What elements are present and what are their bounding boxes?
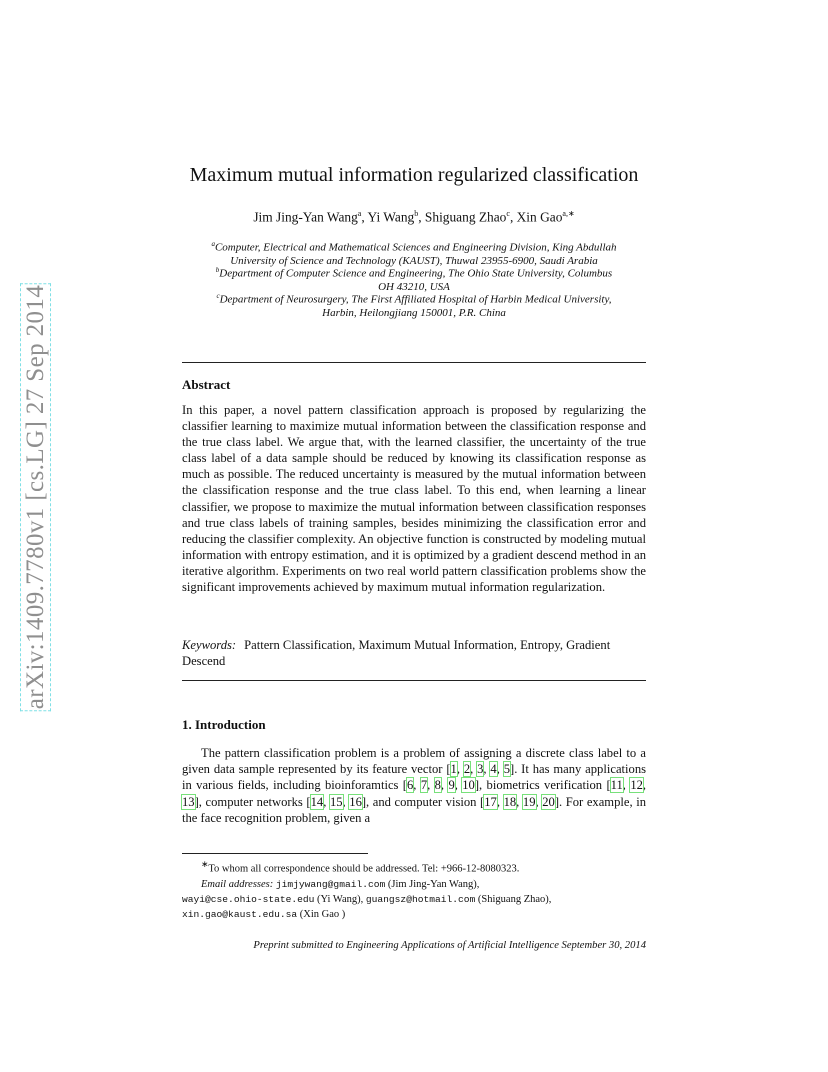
- citation-link[interactable]: 8: [434, 778, 441, 793]
- citation-link[interactable]: 11: [610, 778, 623, 793]
- email-link[interactable]: wayi@cse.ohio-state.edu: [182, 893, 315, 905]
- citation-link[interactable]: 16: [349, 794, 362, 809]
- preprint-note: Preprint submitted to Engineering Applications of Artificial Intelligence September 30, 2014: [253, 940, 646, 951]
- author-name: Jim Jing-Yan Wang: [253, 209, 358, 225]
- email-link[interactable]: xin.gao@kaust.edu.sa: [182, 908, 298, 920]
- paper-title: Maximum mutual information regularized classification: [189, 164, 639, 186]
- author-name: Shiguang Zhao: [424, 209, 507, 225]
- footnote-correspondence: To whom all correspondence should be addressed. Tel: +966-12-8080323.: [208, 863, 520, 875]
- keywords-label: Keywords:: [182, 638, 237, 652]
- citation-link[interactable]: 7: [420, 778, 428, 793]
- affiliation-line: Harbin, Heilongjiang 150001, P.R. China: [322, 306, 506, 319]
- author-name: Xin Gao: [516, 209, 563, 225]
- author-affiliation-mark: a: [357, 209, 362, 218]
- citation-link[interactable]: 20: [542, 794, 555, 809]
- citation-link[interactable]: 4: [490, 762, 497, 777]
- citation-link[interactable]: 5: [503, 762, 510, 777]
- affiliation-mark: b: [215, 266, 220, 274]
- citation-link[interactable]: 12: [630, 778, 643, 793]
- email-link[interactable]: guangsz@hotmail.com: [365, 893, 476, 905]
- citation-link[interactable]: 13: [182, 794, 195, 809]
- arxiv-stamp: [20, 262, 52, 732]
- abstract-bottom-rule: [182, 680, 646, 681]
- citation-link[interactable]: 17: [484, 794, 497, 809]
- affiliation-mark: c: [216, 292, 220, 300]
- citation-link[interactable]: 1: [450, 762, 457, 777]
- citation-link[interactable]: 10: [462, 778, 475, 793]
- author-separator: ,: [418, 209, 425, 225]
- citation-link[interactable]: 3: [477, 762, 484, 777]
- affiliation-line: Department of Neurosurgery, The First Affiliated Hospital of Harbin Medical University,: [219, 293, 612, 306]
- footnote: [182, 857, 646, 922]
- email-owner: (Yi Wang),: [317, 893, 364, 905]
- citation-link[interactable]: 2: [463, 762, 471, 777]
- body-text: ], and computer vision [: [361, 794, 485, 809]
- body-text: ], biometrics verification [: [474, 778, 611, 793]
- email-owner: (Xin Gao ): [299, 908, 346, 920]
- keywords-list: Pattern Classification, Maximum Mutual Information, Entropy, Gradient Descend: [182, 638, 611, 668]
- keywords: [182, 637, 646, 669]
- corresponding-author-mark[interactable]: a,∗: [562, 209, 575, 218]
- author-affiliation-mark: b: [414, 209, 419, 218]
- affiliation-c: [182, 290, 646, 320]
- author-separator: ,: [361, 209, 368, 225]
- affiliation-line: Computer, Electrical and Mathematical Sciences and Engineering Division, King Abdullah: [214, 241, 617, 254]
- citation-link[interactable]: 14: [310, 794, 324, 809]
- email-owner: (Jim Jing-Yan Wang),: [387, 878, 480, 890]
- body-text: ], computer networks [: [194, 794, 311, 809]
- footnote-mark: ∗: [201, 859, 209, 869]
- abstract-text: In this paper, a novel pattern classification approach is proposed by regularizing the classifier learning to maximize mutual information between the classification response and the true class label. We argue that, with the learned classifier, the uncertainty of the true class label of a data sample should be reduced by knowing its classification response as much as possible. The reduced uncertainty is measured by the mutual information between the classification response and the true class label. To this end, when learning a linear classifier, we propose to maximize the mutual information between classification responses and true class labels of training samples, besides minimizing the classification error and reducing the classifier complexity. An objective function is constructed by modeling mutual information with entropy estimation, and it is optimized by a gradient descend method in an iterative algorithm. Experiments on two real world pattern classification problems show the significant improvements achieved by maximum mutual information regularization.: [182, 403, 646, 595]
- author-separator: ,: [509, 209, 517, 225]
- affiliation-mark: a: [211, 240, 215, 248]
- affiliation-line: OH 43210, USA: [378, 280, 450, 293]
- author-name: Yi Wang: [367, 209, 415, 225]
- affiliation-line: Department of Computer Science and Engineering, The Ohio State University, Columbus: [219, 267, 613, 280]
- body-text: ]. It has many applications in various fields, including bioinforamtics [: [182, 762, 647, 793]
- section-heading-introduction: 1. Introduction: [182, 717, 266, 732]
- citation-link[interactable]: 9: [448, 778, 455, 793]
- abstract-top-rule: [182, 362, 646, 363]
- author-affiliation-mark: c: [506, 209, 510, 218]
- citation-link[interactable]: 6: [407, 778, 414, 793]
- citation-link[interactable]: 15: [329, 794, 343, 809]
- abstract-heading: Abstract: [182, 377, 231, 392]
- author-list: [182, 209, 646, 225]
- body-text: ]. For example, in the face recognition problem, given a: [182, 794, 647, 825]
- citation-link[interactable]: 19: [522, 794, 536, 809]
- email-owner: (Shiguang Zhao),: [477, 893, 552, 905]
- affiliation-line: University of Science and Technology (KAUST), Thuwal 23955-6900, Saudi Arabia: [230, 254, 598, 267]
- arxiv-identifier[interactable]: arXiv:1409.7780v1 [cs.LG] 27 Sep 2014: [22, 284, 49, 710]
- body-text: The pattern classification problem is a problem of assigning a discrete class label to a given data sample represented by its feature vector [: [182, 746, 646, 777]
- introduction-paragraph: The pattern classification problem is a problem of assigning a discrete class label to a given data sample represented by its feature vector [1, 2, 3, 4, 5]. It has many applications in various fields, including bioinforamtics [6, 7, 8, 9, 10], biometrics verification [11, 12, 13], computer networks [14, 15, 16], and computer vision [17, 18, 19, 20]. For example, in the face recognition problem, given a: [182, 746, 647, 825]
- footnote-rule: [182, 853, 368, 854]
- email-label: Email addresses:: [201, 878, 274, 890]
- email-link[interactable]: jimjywang@gmail.com: [275, 878, 386, 890]
- citation-link[interactable]: 18: [503, 794, 517, 809]
